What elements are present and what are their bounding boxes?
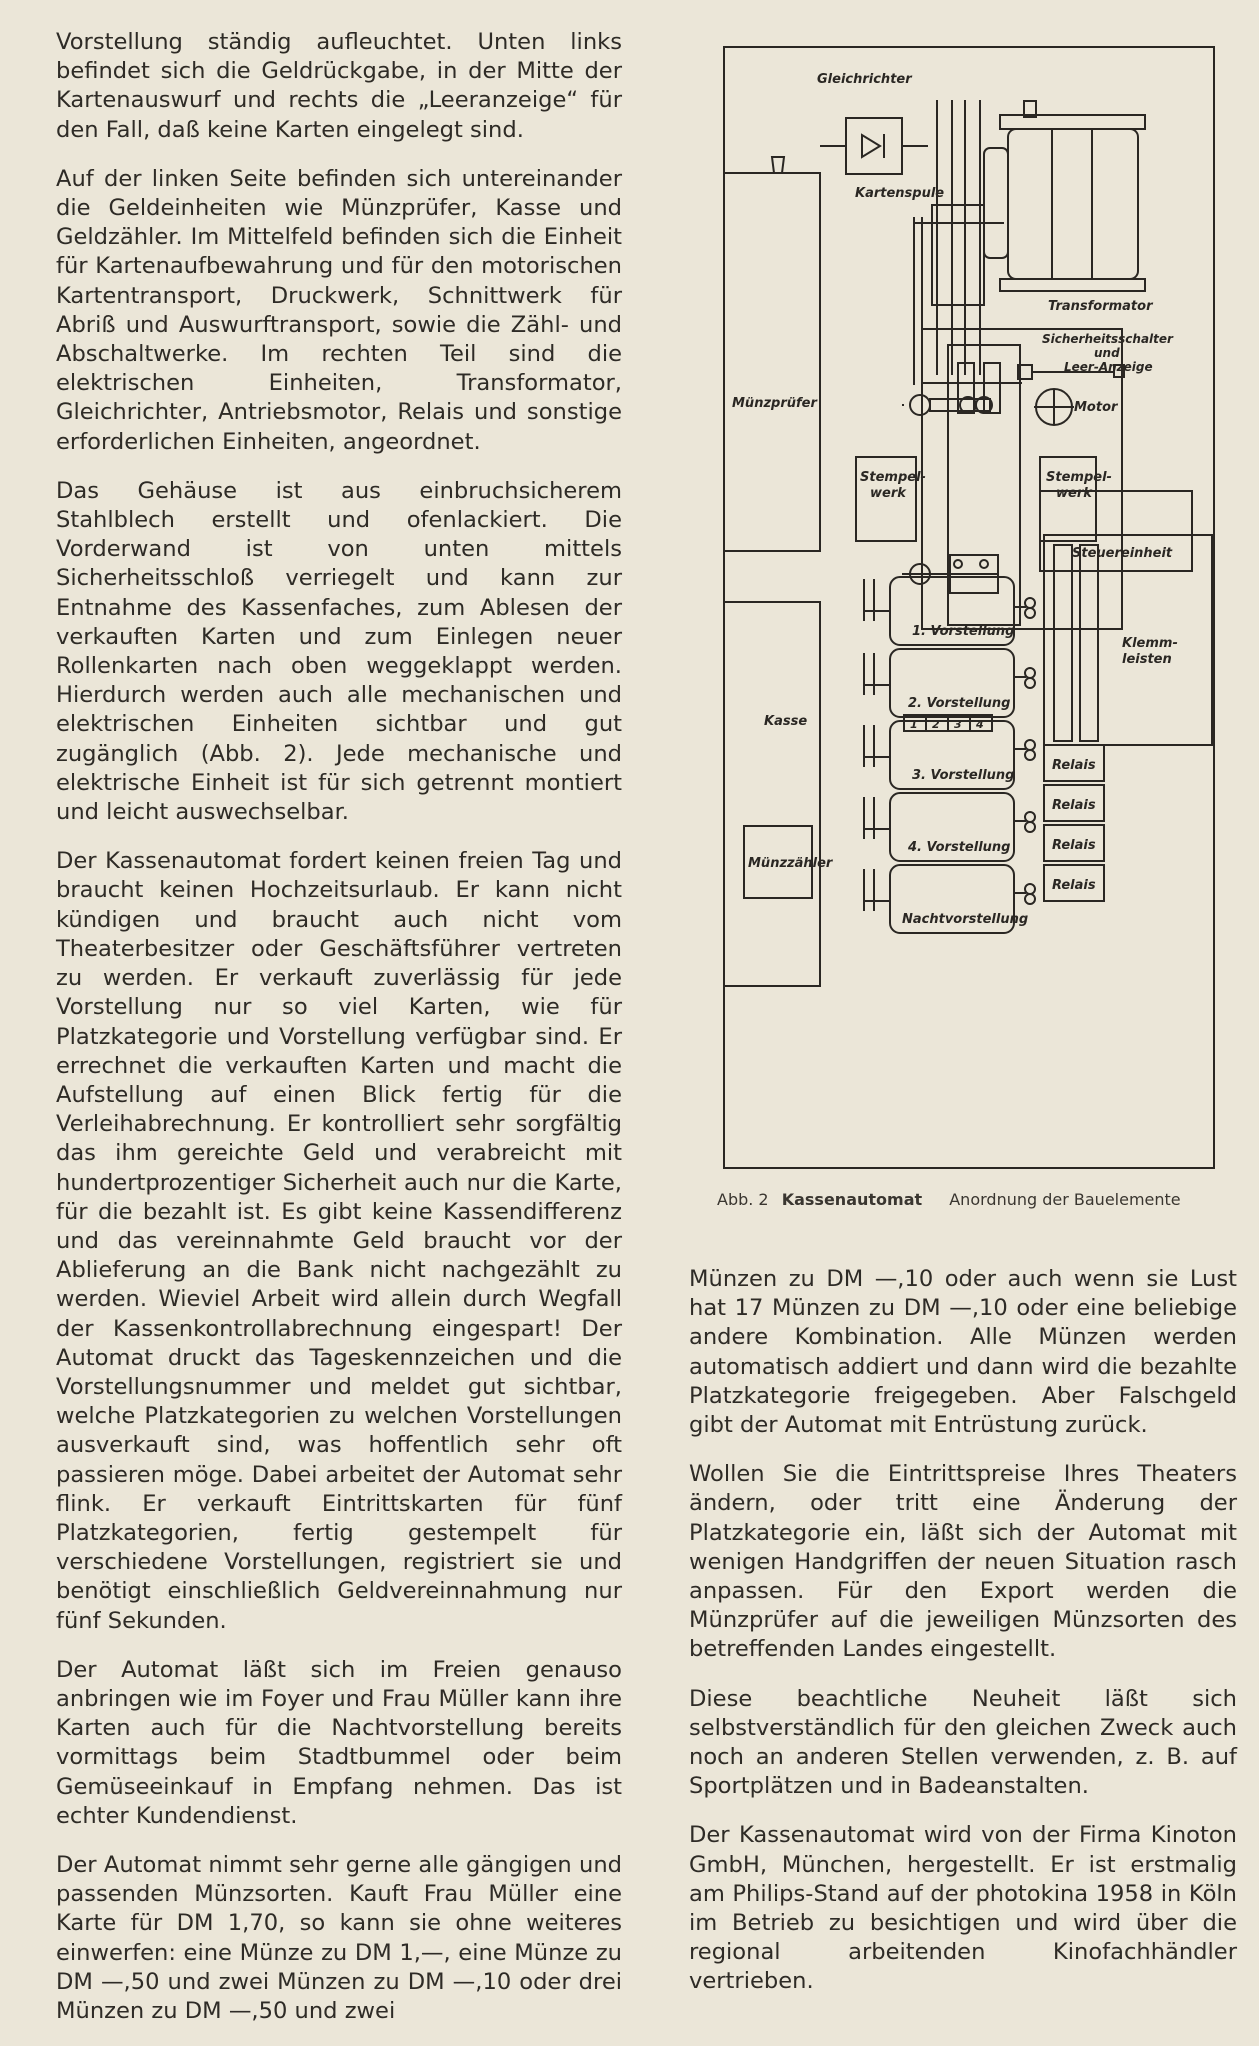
- paragraph: Wollen Sie die Eintrittspreise Ihres Theaters ändern, oder tritt eine Änderung der Platzkategorie ein, läßt sich der Automat mit wenigen Handgriffen der neuen Situation rasch anpassen. Für den Export werden die Münzprüfer auf die jeweiligen Münzsorten des betreffenden Landes eingestellt.: [689, 1461, 1237, 1663]
- paragraph: Der Automat nimmt sehr gerne alle gängigen und passenden Münzsorten. Kauft Frau Müller eine Karte für DM 1,70, so kann sie ohne weiteres einwerfen: eine Münze zu DM 1,—, eine Münze zu DM —,50 und zwei Münzen zu DM —,10 oder drei Münzen zu DM —,50 und zwei: [56, 1851, 622, 2024]
- paragraph: Auf der linken Seite befinden sich untereinander die Geldeinheiten wie Münzprüfer, Kasse und Geldzähler. Im Mittelfeld befinden sich die Einheit für Kartenaufbewahrung und für den motorischen Kartentransport, Druckwerk, Schnittwerk für Abriß und Auswurftransport, sowie die Zähl- und Abschaltwerke. Im rechten Teil sind die elektrischen Einheiten, Transformator, Gleichrichter, Antriebsmotor, Relais und sonstige erforderlichen Einheiten, angeordnet.: [56, 165, 622, 455]
- diode-symbol: [862, 135, 880, 157]
- caption-number: Abb. 2: [717, 1190, 769, 1209]
- transformator-body: [1008, 129, 1138, 279]
- label-nachtvorstellung: Nachtvorstellung: [902, 912, 1029, 927]
- label-vorstellung-1: 1. Vorstellung: [912, 624, 1015, 639]
- paragraph: Der Kassenautomat fordert keinen freien Tag und braucht keinen Hochzeitsurlaub. Er kann nicht kündigen und braucht auch nicht vom Theaterbesitzer oder Geschäftsführer vertreten zu werden. Er verkauft zuverlässig für jede Vorstellung nur so viel Karten, wie für Platzkategorie und Vorstellung verfügbar sind. Er errechnet die verkauften Karten und macht die Aufstellung auf einen Blick fertig für die Verleihabrechnung. Er kontrolliert sehr sorgfältig das ihm gereichte Geld und verabreicht mit hundertprozentiger Sicherheit auch nur die Karte, für die bezahlt ist. Es gibt keine Kassendifferenz und das vereinnahmte Geld braucht vor der Ablieferung an die Bank nicht nachgezählt zu werden. Wieviel Arbeit wird allein durch Wegfall der Kassenkontrollabrechnung eingespart! Der Automat druckt das Tageskennzeichen und die Vorstellungsnummer und meldet gut sichtbar, welche Platzkategorien zu welchen Vorstellungen ausverkauft sind, was hoffentlich sehr oft passieren möge. Dabei arbeitet der Automat sehr flink. Er verkauft Eintrittskarten für fünf Platzkategorien, fertig gestempelt für verschiedene Vorstellungen, registriert sie und benötigt einschließlich Geldvereinnahmung nur fünf Sekunden.: [56, 848, 622, 1634]
- label-gleichrichter: Gleichrichter: [817, 72, 912, 87]
- label-vorstellung-3: 3. Vorstellung: [912, 768, 1015, 783]
- label-relais: Relais: [1052, 798, 1096, 813]
- kasse-box: [724, 602, 820, 986]
- label-vorstellung-4: 4. Vorstellung: [908, 840, 1011, 855]
- counter-digit: 1: [910, 718, 918, 731]
- label-klemmleisten-1: Klemm-: [1122, 636, 1178, 651]
- label-klemmleisten-2: leisten: [1122, 652, 1172, 667]
- kartenspule-box: [932, 205, 984, 305]
- paragraph: Vorstellung ständig aufleuchtet. Unten links befindet sich die Geldrückgabe, in der Mitte der Kartenauswurf und rechts die „Leeranzeige“ für den Fall, daß keine Karten eingelegt sind.: [56, 29, 622, 143]
- paragraph: Das Gehäuse ist aus einbruchsicherem Stahlblech erstellt und ofenlackiert. Die Vorderwand ist von unten mittels Sicherheitsschloß verriegelt und kann zur Entnahme des Kassenfaches, zum Ablesen der verkauften Karten und zum Einlegen neuer Rollenkarten nach oben weggeklappt werden. Hierdurch werden auch alle mechanischen und elektrischen Einheiten sichtbar und gut zugänglich (Abb. 2). Jede mechanische und elektrische Einheit ist für sich getrennt montiert und leicht auswechselbar.: [56, 477, 622, 826]
- gleichrichter-box: [846, 118, 902, 174]
- label-transformator: Transformator: [1048, 299, 1153, 314]
- label-stempelwerk-right-2: werk: [1056, 486, 1092, 501]
- label-leer-anzeige: Leer-Anzeige: [1064, 360, 1153, 374]
- label-sicherheitsschalter: Sicherheitsschalter: [1042, 332, 1173, 346]
- diagram-svg: [722, 45, 1216, 1170]
- klemmleiste-1: [1054, 545, 1072, 741]
- label-relais: Relais: [1052, 838, 1096, 853]
- right-text-column: [689, 1265, 1237, 2017]
- label-relais: Relais: [1052, 878, 1096, 893]
- label-und: und: [1094, 346, 1120, 360]
- label-stempelwerk-left-2: werk: [870, 486, 906, 501]
- paragraph: Der Kassenautomat wird von der Firma Kinoton GmbH, München, hergestellt. Er ist erstmalig am Philips-Stand auf der photokina 1958 in Köln im Betrieb zu besichtigen und wird über die regional arbeitenden Kinofachhändler vertrieben.: [689, 1822, 1237, 1995]
- label-muenzpruefer: Münzprüfer: [732, 396, 817, 411]
- outer-frame: [724, 47, 1214, 1168]
- label-motor: Motor: [1074, 400, 1118, 415]
- caption-subtitle: Anordnung der Bauelemente: [949, 1190, 1181, 1209]
- caption-title: Kassenautomat: [781, 1190, 923, 1209]
- label-relais: Relais: [1052, 758, 1096, 773]
- klemmleiste-2: [1080, 545, 1098, 741]
- figure-caption: [717, 1190, 1237, 1210]
- figure-kassenautomat-diagram: [722, 45, 1216, 1170]
- left-text-column: [56, 28, 622, 2046]
- label-kasse: Kasse: [764, 714, 808, 729]
- counter-digit: 4: [976, 718, 984, 731]
- label-muenzzaehler: Münzzähler: [748, 856, 833, 871]
- label-steuereinheit: Steuereinheit: [1072, 546, 1173, 561]
- muenzpruefer-box: [724, 173, 820, 551]
- paragraph: Münzen zu DM —,10 oder auch wenn sie Lust hat 17 Münzen zu DM —,10 oder eine beliebige andere Kombination. Alle Münzen werden automatisch addiert und dann wird die bezahlte Platzkategorie freigegeben. Aber Falschgeld gibt der Automat mit Entrüstung zurück.: [689, 1266, 1237, 1439]
- paragraph: Diese beachtliche Neuheit läßt sich selbstverständlich für den gleichen Zweck auch noch an anderen Stellen verwenden, z. B. auf Sportplätzen und in Badeanstalten.: [689, 1685, 1237, 1800]
- paragraph: Der Automat läßt sich im Freien genauso anbringen wie im Foyer und Frau Müller kann ihre Karten auch für die Nachtvorstellung bereits vormittags beim Stadtbummel oder beim Gemüseeinkauf in Empfang nehmen. Das ist echter Kundendienst.: [56, 1656, 622, 1829]
- counter-digit: 2: [932, 718, 940, 731]
- label-vorstellung-2: 2. Vorstellung: [908, 696, 1011, 711]
- counter-digit: 3: [954, 718, 962, 731]
- label-stempelwerk-left-1: Stempel-: [860, 470, 926, 485]
- label-kartenspule: Kartenspule: [855, 186, 945, 201]
- label-stempelwerk-right-1: Stempel-: [1046, 470, 1112, 485]
